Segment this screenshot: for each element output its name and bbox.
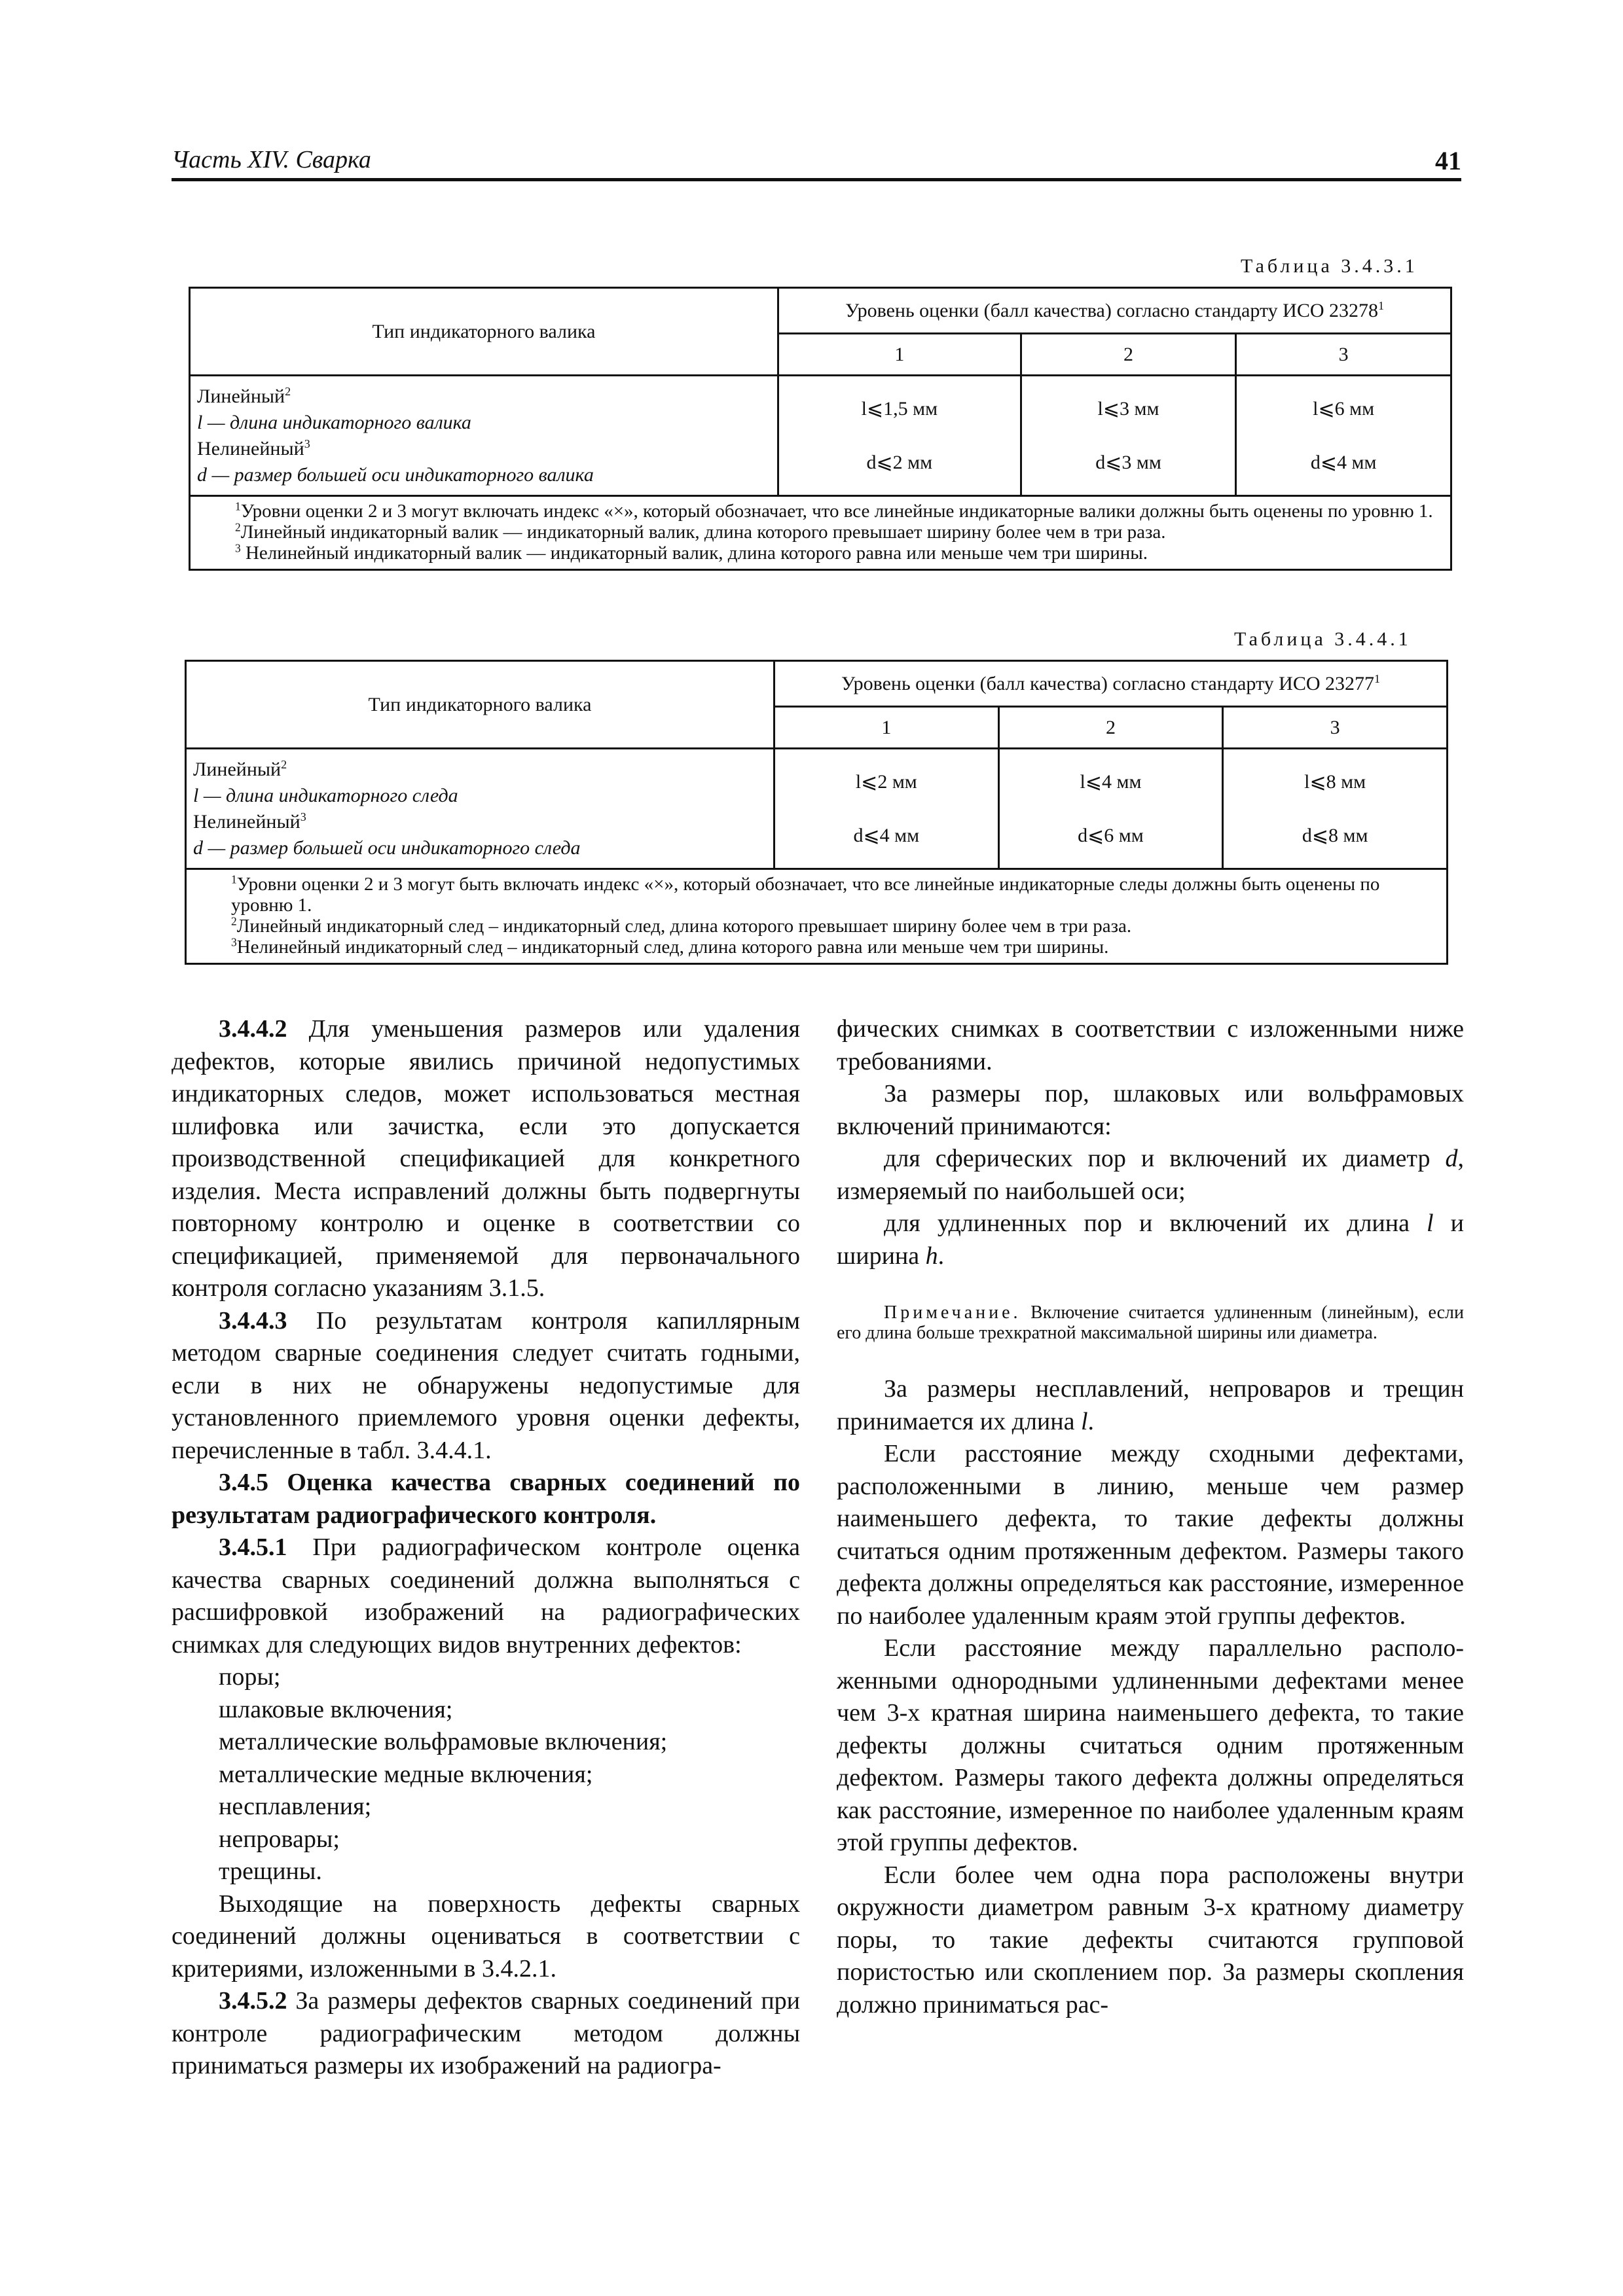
paragraph-porosity-cluster: Если более чем одна пора расположены внутри окружности диаметром равным 3-х кратному диаметру поры, то такие дефекты считаются групповой пористостью или скоплением пор. За размеры скопления должно приниматься рас- [837,1861,1464,2018]
page-header [172,145,1461,181]
paragraph-elongated: для удлиненных пор и включений их длина l и ширина h. [837,1210,1464,1270]
defect-list-item: несплавления; [219,1793,372,1820]
table2 [185,660,1448,965]
table2-type-header: Тип индикаторного валика [186,661,775,749]
paragraph-3-4-5: 3.4.5 Оценка качества сварных соединений по результатам радиографического контроля. [172,1469,800,1529]
table1-type-header: Тип индикаторного валика [190,288,778,376]
table1-level-header: Уровень оценки (балл качества) согласно стандарту ИСО 23278$^1$ [778,288,1451,334]
note: Примечание. Включение считается удлиненным (линейным), если его длина больше трехкратной максимальной ширины или диаметра. [837,1302,1464,1343]
right-column [837,1013,1464,2021]
defect-list-item: металлические вольфрамовые включения; [219,1728,668,1755]
paragraph-continued: фических снимках в соответствии с изложенными ниже требованиями. [837,1015,1464,1075]
paragraph-aligned-defects: Если расстояние между сходными дефектами, расположенными в линию, меньше чем размер наименьшего дефекта, то такие дефекты должны считаться одним протяженным дефектом. Размеры такого дефекта должны определяться как расстояние, измеренное по наиболее удаленным краям этой группы дефектов. [837,1440,1464,1630]
paragraph-3-4-4-2: 3.4.4.2 Для уменьшения размеров или удаления дефектов, которые явились причиной недопустимых индикаторных следов, может использоваться местная шлифовка или зачистка, если это допускается производственной спецификацией для конкретного изделия. Места исправлений должны быть подвергнуты повторному контролю и оценке в соответствии со спецификацией, применяемой для первоначального контроля согласно указаниям 3.1.5. [172,1015,800,1302]
table1-cell-level-3: l⩽6 мм d⩽4 мм [1236,376,1451,496]
table2-cell-level-3: l⩽8 мм d⩽8 мм [1223,749,1448,869]
table1-level-3: 3 [1236,334,1451,376]
paragraph-parallel-defects: Если расстояние между параллельно располо-женными однородными удлиненными дефектами менее чем 3-х кратная ширина наименьшего дефекта, то такие дефекты должны считаться одним протяженным дефектом. Размеры такого дефекта должны определяться как расстояние, измеренное по наиболее удаленным краям этой группы дефектов. [837,1634,1464,1856]
defect-list-item: металлические медные включения; [219,1760,593,1788]
table2-cell-level-1: l⩽2 мм d⩽4 мм [775,749,999,869]
table1 [189,287,1452,571]
table2-level-1: 1 [775,707,999,749]
table2-level-header: Уровень оценки (балл качества) согласно стандарту ИСО 23277$^1$ [775,661,1448,707]
paragraph-3-4-5-1: 3.4.5.1 При радиографическом контроле оценка качества сварных соединений должна выполняться с расшифровкой изображений на радиографических снимках для следующих видов внутренних дефектов: [172,1534,800,1659]
left-column [172,1013,800,2083]
table2-cell-level-2: l⩽4 мм d⩽6 мм [998,749,1223,869]
paragraph-pore-sizes: За размеры пор, шлаковых или вольфрамовых включений принимаются: [837,1080,1464,1140]
table2-caption: Таблица 3.4.4.1 [1234,628,1412,650]
table1-row-type: Линейный$^2$ l — длина индикаторного валика Нелинейный$^3$ d — размер большей оси индикаторного валика [190,376,778,496]
table2-row-type: Линейный$^2$ l — длина индикаторного следа Нелинейный$^3$ d — размер большей оси индикаторного следа [186,749,775,869]
defect-list-item: шлаковые включения; [219,1695,453,1723]
table1-caption: Таблица 3.4.3.1 [1241,255,1418,277]
table1-cell-level-1: l⩽1,5 мм d⩽2 мм [778,376,1021,496]
table1-level-2: 2 [1021,334,1236,376]
paragraph-surface-defects: Выходящие на поверхность дефекты сварных соединений должны оцениваться в соответствии с критериями, изложенными в 3.4.2.1. [172,1890,800,1982]
table1-footnotes: $^1$Уровни оценки 2 и 3 могут включать индекс «×», который обозначает, что все линейные индикаторные валики должны быть оценены по уровню 1. $^2$Линейный индикаторный валик — индикаторный валик, длина которого превышает ширину более чем в три раза. $^3$ Нелинейный индикаторный валик — индикаторный валик, длина которого равна или меньше чем три ширины. [190,496,1451,570]
table2-footnotes: $^1$Уровни оценки 2 и 3 могут быть включать индекс «×», который обозначает, что все линейные индикаторные следы должны быть оценены по уровню 1. $^2$Линейный индикаторный след – индикаторный след, длина которого превышает ширину более чем в три раза. $^3$Нелинейный индикаторный след – индикаторный след, длина которого равна или меньше чем три ширины. [186,869,1448,964]
paragraph-3-4-4-3: 3.4.4.3 По результатам контроля капиллярным методом сварные соединения следует считать годными, если в них не обнаружены недопустимые для установленного приемлемого уровня оценки дефекты, перечисленные в табл. 3.4.4.1. [172,1306,800,1464]
defect-list-item: поры; [219,1663,281,1691]
paragraph-lack-of-fusion: За размеры несплавлений, непроваров и трещин принимается их длина l. [837,1375,1464,1435]
page-number: 41 [1435,146,1461,175]
paragraph-spherical: для сферических пор и включений их диаметр d, измеряемый по наибольшей оси; [837,1145,1464,1205]
table1-level-1: 1 [778,334,1021,376]
table2-level-2: 2 [998,707,1223,749]
table2-level-3: 3 [1223,707,1448,749]
defect-list-item: непровары; [219,1825,340,1853]
defect-list-item: трещины. [219,1857,322,1885]
table1-cell-level-2: l⩽3 мм d⩽3 мм [1021,376,1236,496]
section-title: Часть XIV. Сварка [172,146,371,173]
paragraph-3-4-5-2: 3.4.5.2 За размеры дефектов сварных соединений при контроле радиографическим методом должны приниматься размеры их изображений на радиогра- [172,1987,800,2079]
